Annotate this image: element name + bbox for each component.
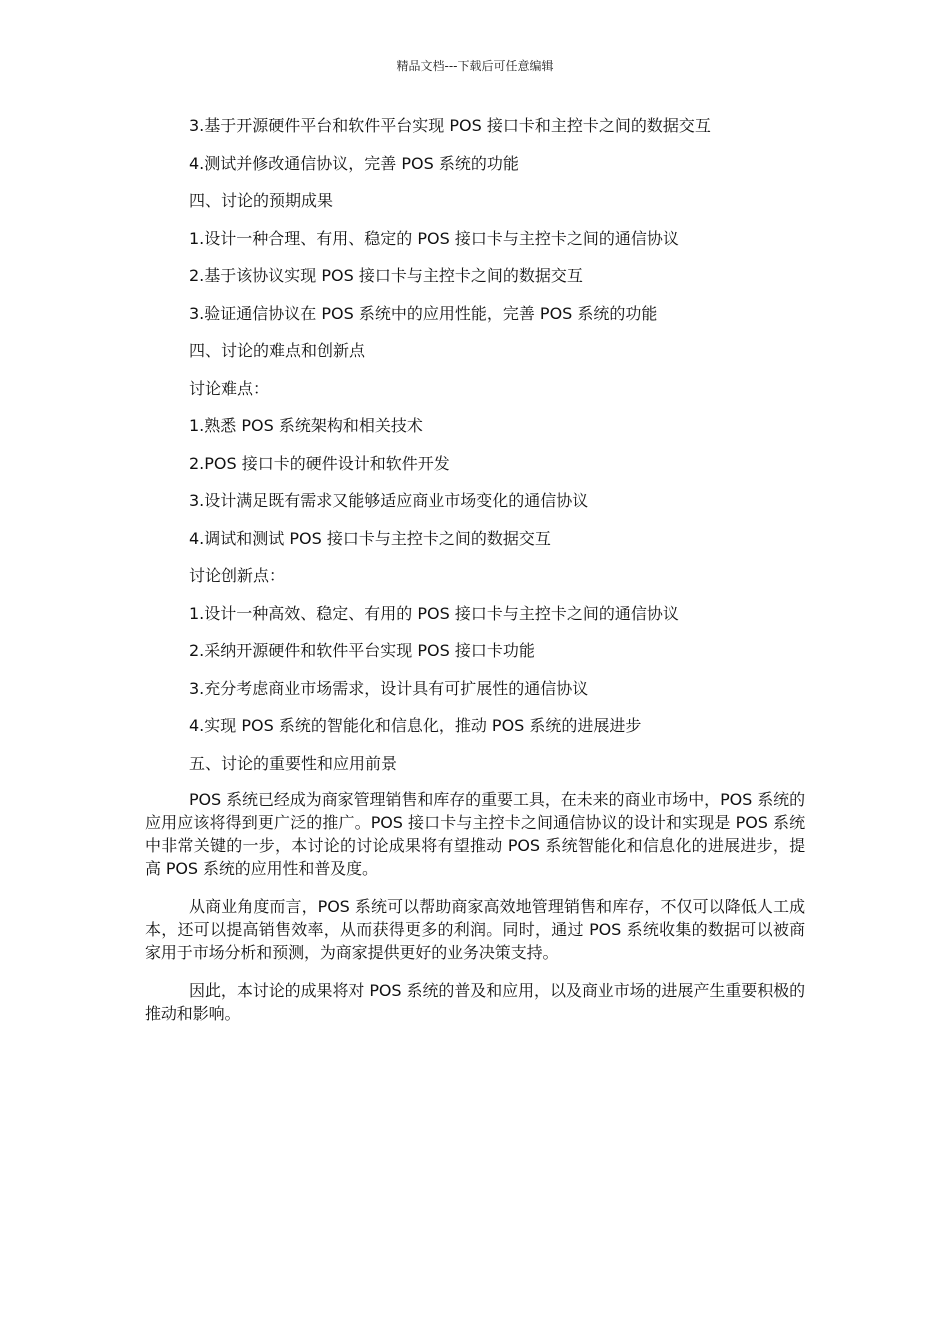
subheading: 讨论创新点： <box>189 566 286 585</box>
list-item: 4.测试并修改通信协议，完善 POS 系统的功能 <box>189 153 519 173</box>
body-paragraph: POS 系统已经成为商家管理销售和库存的重要工具，在未来的商业市场中，POS 系统的应用应该将得到更广泛的推广。POS 接口卡与主控卡之间通信协议的设计和实现是 POS 系统中非常关键的一步，本讨论的讨论成果将有望推动 POS 系统智能化和信息化的进展进步，提高 POS 系统的应用性和普及度。 <box>145 790 805 878</box>
list-item: 2.采纳开源硬件和软件平台实现 POS 接口卡功能 <box>189 641 535 660</box>
list-item: 4.调试和测试 POS 接口卡与主控卡之间的数据交互 <box>189 528 551 548</box>
body-paragraph: 因此，本讨论的成果将对 POS 系统的普及和应用，以及商业市场的进展产生重要积极的推动和影响。 <box>145 981 805 1023</box>
list-item: 1.设计一种高效、稳定、有用的 POS 接口卡与主控卡之间的通信协议 <box>189 603 679 623</box>
subheading: 讨论难点： <box>189 378 270 398</box>
list-item: 3.充分考虑商业市场需求，设计具有可扩展性的通信协议 <box>189 678 589 698</box>
list-item: 2.基于该协议实现 POS 接口卡与主控卡之间的数据交互 <box>189 266 583 285</box>
section-heading: 五、讨论的重要性和应用前景 <box>189 753 398 773</box>
section-heading: 四、讨论的难点和创新点 <box>189 341 366 360</box>
list-item: 3.设计满足既有需求又能够适应商业市场变化的通信协议 <box>189 491 589 510</box>
list-item: 4.实现 POS 系统的智能化和信息化，推动 POS 系统的进展进步 <box>189 716 642 735</box>
page-header: 精品文档---下载后可任意编辑 <box>396 59 554 73</box>
document-body <box>145 115 805 1040</box>
list-item: 1.熟悉 POS 系统架构和相关技术 <box>189 416 423 435</box>
section-heading: 四、讨论的预期成果 <box>189 191 334 210</box>
list-item: 3.验证通信协议在 POS 系统中的应用性能，完善 POS 系统的功能 <box>189 303 658 323</box>
list-item: 3.基于开源硬件平台和软件平台实现 POS 接口卡和主控卡之间的数据交互 <box>189 116 711 135</box>
body-paragraph: 从商业角度而言，POS 系统可以帮助商家高效地管理销售和库存，不仅可以降低人工成本，还可以提高销售效率，从而获得更多的利润。同时，通过 POS 系统收集的数据可以被商家用于市场分析和预测，为商家提供更好的业务决策支持。 <box>145 897 805 962</box>
list-item: 1.设计一种合理、有用、稳定的 POS 接口卡与主控卡之间的通信协议 <box>189 228 679 248</box>
list-item: 2.POS 接口卡的硬件设计和软件开发 <box>189 453 450 473</box>
